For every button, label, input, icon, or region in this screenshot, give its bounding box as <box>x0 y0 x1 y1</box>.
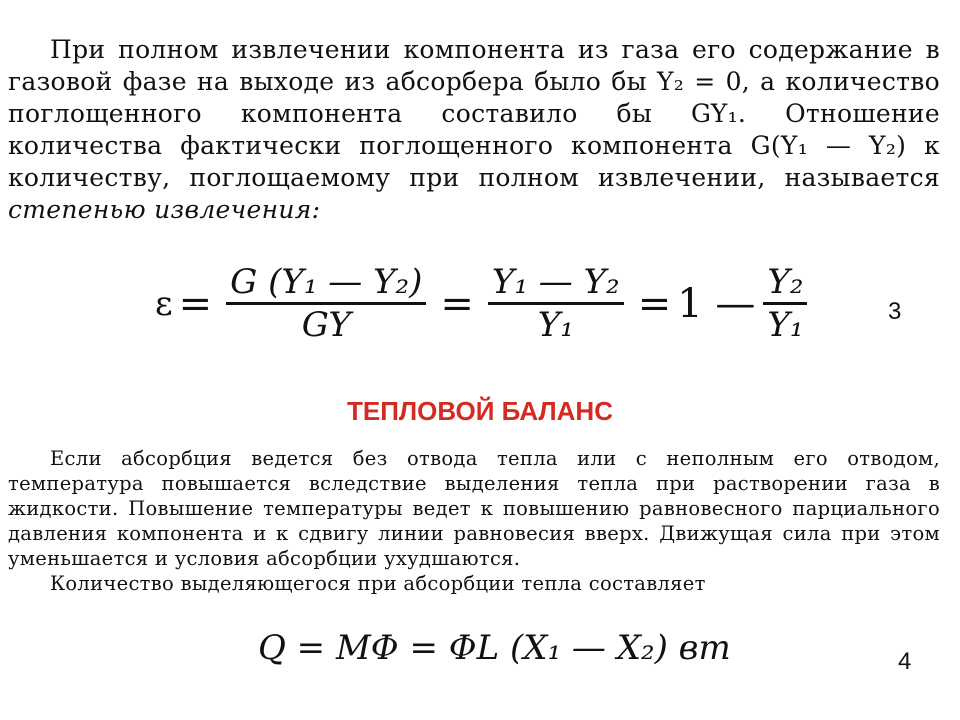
paragraph-heat-balance <box>8 446 940 596</box>
one-minus: 1 — <box>677 280 756 327</box>
paragraph-intro-formula: Количество выделяющегося при абсорбции тепла составляет <box>50 572 706 595</box>
formula-extraction-degree <box>155 262 815 345</box>
equals-sign: = <box>440 280 474 327</box>
term-extraction-degree: степенью извлечения: <box>8 195 321 224</box>
fraction-1 <box>226 262 426 345</box>
formula-lhs: ε <box>155 283 173 324</box>
paragraph-text: При полном извлечении компонента из газа его содержание в газовой фазе на выходе из абсорбера было бы Y₂ = 0, а количество поглощенного компонента составило бы GY₁. Отношение количества фактически поглощенного компонента G(Y₁ — Y₂) к количеству, поглощаемому при полном извлечении, называется <box>8 35 940 192</box>
fraction-2-numerator: Y₁ — Y₂ <box>488 262 624 305</box>
paragraph-text <box>8 571 940 596</box>
section-heading: ТЕПЛОВОЙ БАЛАНС <box>346 396 613 426</box>
fraction-1-denominator: GY <box>301 305 351 345</box>
fraction-2 <box>488 262 624 345</box>
fraction-3 <box>763 262 807 345</box>
fraction-2-denominator: Y₁ <box>537 305 574 345</box>
paragraph-text <box>8 446 940 571</box>
equals-sign: = <box>178 280 213 327</box>
formula-heat-amount: Q = MΦ = ΦL (X₁ — X₂) вт <box>258 628 731 668</box>
paragraph-extraction-degree <box>8 34 940 226</box>
fraction-3-denominator: Y₁ <box>767 305 804 345</box>
equation-number-4: 4 <box>898 648 912 675</box>
paragraph-body: Если абсорбция ведется без отвода тепла или с неполным его отводом, температура повышается вследствие выделения тепла при растворении газа в жидкости. Повышение температуры ведет к повышению равновесного парциального давления компонента и к сдвигу линии равновесия вверх. Движущая сила при этом уменьшается и условия абсорбции ухудшаются. <box>8 447 940 570</box>
equals-sign: = <box>637 280 672 327</box>
fraction-3-numerator: Y₂ <box>763 262 807 305</box>
fraction-1-numerator: G (Y₁ — Y₂) <box>226 262 426 305</box>
equation-number-3: 3 <box>888 298 902 325</box>
